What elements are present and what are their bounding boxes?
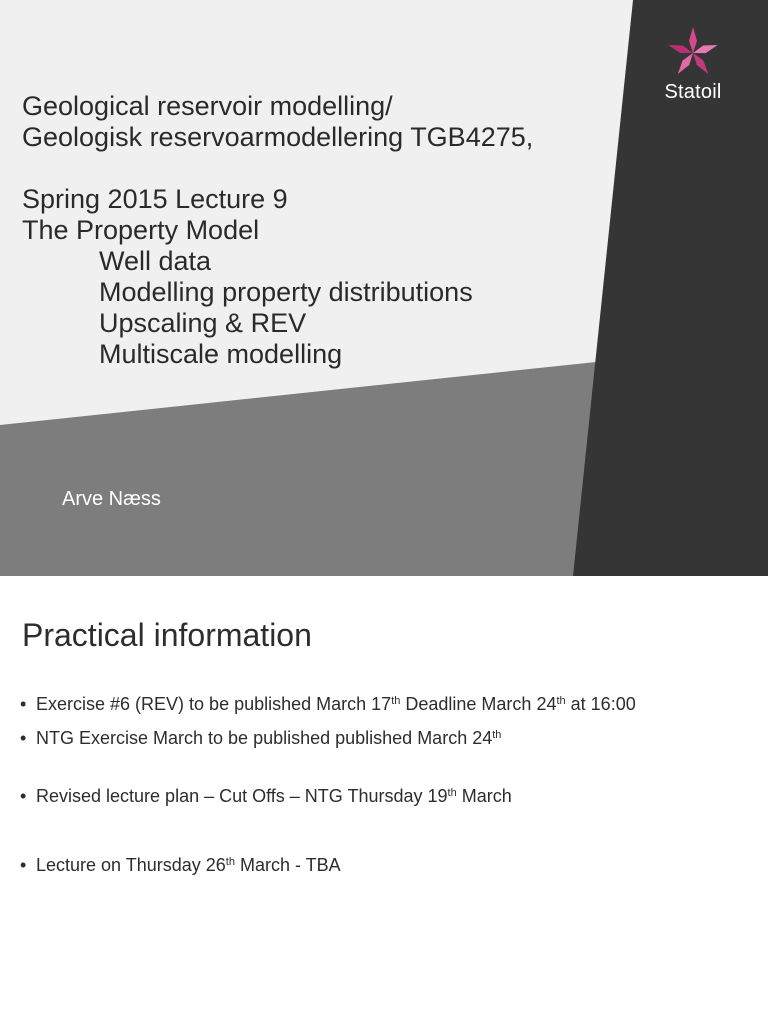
superscript: th (447, 787, 457, 799)
lecture-line: Spring 2015 Lecture 9 (22, 184, 288, 214)
bullet-text: March (456, 786, 512, 806)
bullet-text: NTG Exercise March to be published published March 24 (36, 728, 493, 748)
topic-item: Well data (99, 246, 212, 276)
bullet-dot-icon: • (20, 855, 27, 875)
superscript: th (391, 695, 401, 707)
logo-wordmark: Statoil (664, 81, 722, 103)
superscript: th (556, 695, 566, 707)
bullet-dot-icon: • (20, 728, 27, 748)
bullet-item (20, 694, 636, 715)
topic-item: Modelling property distributions (99, 277, 473, 307)
bullet-text: at 16:00 (565, 694, 636, 714)
bullet-dot-icon: • (20, 786, 27, 806)
presenter-name: Arve Næss (62, 488, 161, 510)
bullet-text: March - TBA (234, 855, 341, 875)
bullet-item (20, 855, 341, 876)
topic-item: Upscaling & REV (99, 308, 307, 338)
slide-title-block (22, 91, 533, 370)
topic-heading: The Property Model (22, 215, 260, 245)
bullet-dot-icon: • (20, 694, 27, 714)
bullet-item (20, 786, 512, 807)
bullet-text: Revised lecture plan – Cut Offs – NTG Thursday 19 (36, 786, 448, 806)
slide-heading: Practical information (22, 617, 312, 653)
bullet-text: Lecture on Thursday 26 (36, 855, 226, 875)
practical-info-slide (0, 576, 768, 1024)
superscript: th (492, 729, 502, 741)
topic-item: Multiscale modelling (99, 339, 343, 369)
bullet-text: Exercise #6 (REV) to be published March 17 (36, 694, 392, 714)
statoil-logo (660, 26, 726, 104)
superscript: th (225, 856, 235, 868)
bullet-text: Deadline March 24 (400, 694, 557, 714)
title-line-1: Geological reservoir modelling/ (22, 91, 393, 121)
grey-diagonal-band (0, 362, 596, 576)
statoil-star-icon (666, 26, 720, 80)
bullet-item (20, 728, 501, 749)
title-line-2: Geologisk reservoarmodellering TGB4275, (22, 122, 534, 152)
